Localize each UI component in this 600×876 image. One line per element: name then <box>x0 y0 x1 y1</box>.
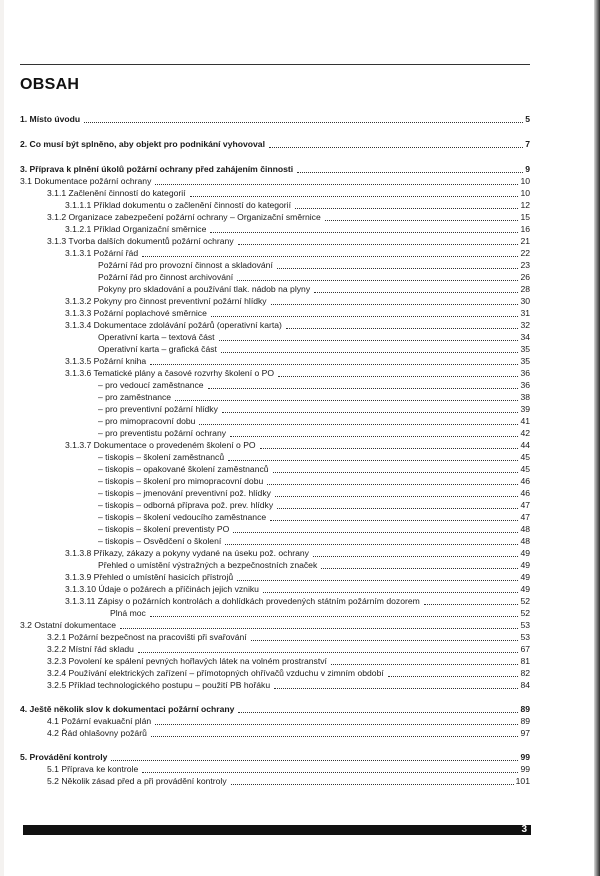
dot-leader <box>208 388 519 389</box>
dot-leader <box>314 292 518 293</box>
toc-entry-label: Plná moc <box>110 608 146 618</box>
toc-entry[interactable] <box>47 764 530 775</box>
toc-entry[interactable] <box>20 752 530 763</box>
toc-entry[interactable] <box>20 176 530 187</box>
toc-entry-page: 45 <box>520 464 530 474</box>
toc-entry[interactable] <box>47 236 530 247</box>
toc-entry-page: 15 <box>520 212 530 222</box>
toc-entry-page: 82 <box>520 668 530 678</box>
toc-entry-page: 9 <box>525 164 530 174</box>
dot-leader <box>120 628 518 629</box>
toc-entry-label: – tiskopis – opakované školení zaměstnanců <box>98 464 269 474</box>
toc-entry-label: 3.1 Dokumentace požární ochrany <box>20 176 152 186</box>
dot-leader <box>219 340 519 341</box>
toc-entry-page: 44 <box>520 440 530 450</box>
toc-entry-label: Operativní karta – textová část <box>98 332 215 342</box>
toc-entry[interactable] <box>98 464 530 475</box>
toc-entry-label: 3.1.3.3 Požární poplachové směrnice <box>65 308 207 318</box>
toc-entry-label: 3.2.3 Povolení ke spálení pevných hořlavých látek na volném prostranství <box>47 656 327 666</box>
dot-leader <box>275 496 519 497</box>
dot-leader <box>238 244 519 245</box>
dot-leader <box>295 208 518 209</box>
dot-leader <box>84 122 523 123</box>
toc-entry[interactable] <box>98 392 530 403</box>
toc-entry[interactable] <box>98 272 530 283</box>
toc-entry-page: 32 <box>520 320 530 330</box>
toc-entry[interactable] <box>20 620 530 631</box>
toc-entry-label: – pro preventistu požární ochrany <box>98 428 227 438</box>
toc-entry-label: 3.1.1.1 Příklad dokumentu o začlenění činností do kategorií <box>65 200 291 210</box>
toc-entry-page: 47 <box>520 500 530 510</box>
dot-leader <box>211 316 519 317</box>
toc-entry[interactable] <box>20 164 530 175</box>
dot-leader <box>199 424 518 425</box>
toc-entry-page: 39 <box>520 404 530 414</box>
dot-leader <box>388 676 519 677</box>
dot-leader <box>225 544 518 545</box>
toc-entry-page: 89 <box>520 716 530 726</box>
dot-leader <box>251 640 519 641</box>
toc-entry-page: 53 <box>520 632 530 642</box>
toc-entry-label: 4. Ještě několik slov k dokumentaci požární ochrany <box>20 704 235 714</box>
toc-entry-label: 3.1.3.2 Pokyny pro činnost preventivní požární hlídky <box>65 296 267 306</box>
dot-leader <box>273 472 519 473</box>
toc-entry-label: – pro mimopracovní dobu <box>98 416 196 426</box>
toc-entry-page: 12 <box>520 200 530 210</box>
dot-leader <box>142 256 518 257</box>
dot-leader <box>270 520 518 521</box>
toc-entry-page: 47 <box>520 512 530 522</box>
dot-leader <box>142 772 518 773</box>
dot-leader <box>228 460 518 461</box>
toc-entry-label: 3.1.3.11 Zápisy o požárních kontrolách a dohlídkách provedených státním požárním dozorem <box>65 596 420 606</box>
toc-entry[interactable] <box>98 536 530 547</box>
toc-entry-label: 3.1.3.10 Údaje o požárech a příčinách jejich vzniku <box>65 584 259 594</box>
toc-entry[interactable] <box>98 524 530 535</box>
dot-leader <box>260 448 519 449</box>
toc-entry[interactable] <box>65 248 530 259</box>
toc-entry[interactable] <box>98 560 530 571</box>
toc-entry-label: – tiskopis – školení vedoucího zaměstnance <box>98 512 267 522</box>
toc-entry-label: 5.1 Příprava ke kontrole <box>47 764 139 774</box>
toc-entry-label: 3.1.3.5 Požární kniha <box>65 356 147 366</box>
toc-entry-label: – tiskopis – odborná příprava pož. prev. hlídky <box>98 500 274 510</box>
dot-leader <box>297 172 523 173</box>
toc-entry-page: 48 <box>520 536 530 546</box>
dot-leader <box>233 532 518 533</box>
toc-entry[interactable] <box>47 656 530 667</box>
toc-entry-label: 3. Příprava k plnění úkolů požární ochrany před zahájením činnosti <box>20 164 294 174</box>
toc-entry-label: 3.1.3.7 Dokumentace o provedeném školení o PO <box>65 440 256 450</box>
page-number: 3 <box>521 824 527 835</box>
toc-entry-label: 3.2.2 Místní řád skladu <box>47 644 134 654</box>
toc-entry-page: 53 <box>520 620 530 630</box>
toc-entry-page: 35 <box>520 344 530 354</box>
toc-entry[interactable] <box>65 308 530 319</box>
dot-leader <box>111 760 518 761</box>
dot-leader <box>237 580 518 581</box>
toc-entry-page: 38 <box>520 392 530 402</box>
dot-leader <box>321 568 518 569</box>
toc-entry-label: 3.1.3.4 Dokumentace zdolávání požárů (operativní karta) <box>65 320 282 330</box>
toc-entry-label: 3.2.4 Používání elektrických zařízení – přímotopných ohřívačů vzduchu v zimním období <box>47 668 384 678</box>
toc-entry-page: 5 <box>525 114 530 124</box>
header-rule <box>20 64 530 65</box>
toc-entry[interactable] <box>47 680 530 691</box>
toc-entry-label: 4.2 Řád ohlašovny požárů <box>47 728 147 738</box>
dot-leader <box>331 664 519 665</box>
dot-leader <box>274 688 518 689</box>
dot-leader <box>151 736 519 737</box>
toc-entry-page: 49 <box>520 548 530 558</box>
page-edge-shadow <box>594 0 600 876</box>
toc-entry[interactable] <box>110 608 530 619</box>
toc-entry[interactable] <box>98 428 530 439</box>
toc-entry-page: 23 <box>520 260 530 270</box>
toc-entry-label: – pro zaměstnance <box>98 392 172 402</box>
dot-leader <box>210 232 518 233</box>
toc-entry-label: 3.1.3.9 Přehled o umístění hasicích přístrojů <box>65 572 234 582</box>
toc-entry-page: 101 <box>515 776 530 786</box>
toc-entry[interactable] <box>20 704 530 715</box>
dot-leader <box>150 616 519 617</box>
toc-entry-page: 48 <box>520 524 530 534</box>
toc-entry-label: – tiskopis – školení pro mimopracovní dobu <box>98 476 264 486</box>
toc-entry[interactable] <box>98 488 530 499</box>
dot-leader <box>175 400 518 401</box>
toc-entry[interactable] <box>65 572 530 583</box>
toc-entry-label: – tiskopis – Osvědčení o školení <box>98 536 222 546</box>
toc-entry[interactable] <box>65 320 530 331</box>
toc-entry-page: 52 <box>520 596 530 606</box>
toc-entry[interactable] <box>98 512 530 523</box>
toc-entry-label: 5. Provádění kontroly <box>20 752 108 762</box>
toc-entry-page: 46 <box>520 488 530 498</box>
toc-entry[interactable] <box>65 596 530 607</box>
toc-entry-page: 46 <box>520 476 530 486</box>
toc-entry[interactable] <box>65 368 530 379</box>
toc-entry[interactable] <box>98 452 530 463</box>
toc-entry[interactable] <box>47 632 530 643</box>
toc-entry[interactable] <box>47 716 530 727</box>
toc-entry-label: Přehled o umístění výstražných a bezpečnostních značek <box>98 560 318 570</box>
dot-leader <box>286 328 519 329</box>
toc-entry[interactable] <box>47 668 530 679</box>
dot-leader <box>155 724 518 725</box>
toc-entry-label: 3.1.3.8 Příkazy, zákazy a pokyny vydané na úseku pož. ochrany <box>65 548 309 558</box>
dot-leader <box>221 352 519 353</box>
toc-entry-page: 34 <box>520 332 530 342</box>
toc-entry-page: 42 <box>520 428 530 438</box>
dot-leader <box>271 304 519 305</box>
toc-entry[interactable] <box>47 728 530 739</box>
dot-leader <box>138 652 519 653</box>
toc-entry-page: 26 <box>520 272 530 282</box>
dot-leader <box>424 604 519 605</box>
dot-leader <box>222 412 519 413</box>
toc-entry[interactable] <box>20 139 530 150</box>
toc-entry-label: – tiskopis – jmenování preventivní pož. hlídky <box>98 488 271 498</box>
toc-entry-page: 36 <box>520 368 530 378</box>
toc-entry-label: 3.1.3.6 Tematické plány a časové rozvrhy školení o PO <box>65 368 275 378</box>
toc-entry-label: 3.1.2.1 Příklad Organizační směrnice <box>65 224 207 234</box>
toc-entry-label: 4.1 Požární evakuační plán <box>47 716 152 726</box>
dot-leader <box>190 196 519 197</box>
toc-entry-label: Pokyny pro skladování a používání tlak. nádob na plyny <box>98 284 311 294</box>
page-title: OBSAH <box>20 76 80 93</box>
toc-entry[interactable] <box>65 356 530 367</box>
dot-leader <box>238 712 518 713</box>
toc-entry[interactable] <box>65 548 530 559</box>
toc-entry[interactable] <box>65 224 530 235</box>
toc-entry-page: 49 <box>520 584 530 594</box>
toc-entry-label: Operativní karta – grafická část <box>98 344 217 354</box>
toc-entry[interactable] <box>47 776 530 787</box>
toc-entry[interactable] <box>65 584 530 595</box>
toc-entry-page: 52 <box>520 608 530 618</box>
toc-entry-label: 1. Místo úvodu <box>20 114 81 124</box>
toc-entry[interactable] <box>98 344 530 355</box>
toc-entry-label: 3.2.5 Příklad technologického postupu – použití PB hořáku <box>47 680 271 690</box>
toc-entry[interactable] <box>65 440 530 451</box>
toc-entry-label: – tiskopis – školení preventisty PO <box>98 524 230 534</box>
dot-leader <box>313 556 518 557</box>
dot-leader <box>263 592 518 593</box>
dot-leader <box>277 268 519 269</box>
dot-leader <box>269 147 523 148</box>
dot-leader <box>237 280 518 281</box>
toc-entry[interactable] <box>98 416 530 427</box>
toc-entry[interactable] <box>47 188 530 199</box>
dot-leader <box>231 784 514 785</box>
toc-entry-page: 67 <box>520 644 530 654</box>
toc-entry-label: 3.1.2 Organizace zabezpečení požární ochrany – Organizační směrnice <box>47 212 321 222</box>
toc-entry-label: 3.1.3.1 Požární řád <box>65 248 139 258</box>
toc-entry-page: 81 <box>520 656 530 666</box>
toc-entry-page: 30 <box>520 296 530 306</box>
toc-entry-page: 99 <box>520 764 530 774</box>
toc-entry-page: 97 <box>520 728 530 738</box>
toc-entry-page: 89 <box>520 704 530 714</box>
toc-entry-page: 31 <box>520 308 530 318</box>
toc-entry-page: 16 <box>520 224 530 234</box>
toc-entry-page: 28 <box>520 284 530 294</box>
toc-entry-page: 49 <box>520 572 530 582</box>
toc-entry[interactable] <box>98 332 530 343</box>
dot-leader <box>230 436 518 437</box>
toc-entry[interactable] <box>98 500 530 511</box>
toc-entry-label: 3.2 Ostatní dokumentace <box>20 620 117 630</box>
dot-leader <box>325 220 519 221</box>
toc-entry-page: 99 <box>520 752 530 762</box>
toc-entry[interactable] <box>47 212 530 223</box>
toc-entry-label: Požární řád pro činnost archivování <box>98 272 234 282</box>
toc-entry-label: 3.1.1 Začlenění činností do kategorií <box>47 188 186 198</box>
dot-leader <box>267 484 518 485</box>
toc-entry-label: – tiskopis – školení zaměstnanců <box>98 452 225 462</box>
toc-entry-page: 49 <box>520 560 530 570</box>
toc-entry-label: Požární řád pro provozní činnost a skladování <box>98 260 273 270</box>
toc-entry[interactable] <box>98 404 530 415</box>
dot-leader <box>277 508 518 509</box>
toc-entry[interactable] <box>98 476 530 487</box>
toc-entry-page: 45 <box>520 452 530 462</box>
toc-entry[interactable] <box>98 260 530 271</box>
toc-entry[interactable] <box>65 296 530 307</box>
toc-entry-page: 10 <box>520 188 530 198</box>
toc-entry-page: 21 <box>520 236 530 246</box>
toc-entry[interactable] <box>98 380 530 391</box>
toc-entry-page: 35 <box>520 356 530 366</box>
toc-entry-label: – pro vedoucí zaměstnance <box>98 380 204 390</box>
toc-entry-label: – pro preventivní požární hlídky <box>98 404 218 414</box>
toc-entry[interactable] <box>20 114 530 125</box>
toc-entry-label: 3.2.1 Požární bezpečnost na pracovišti při svařování <box>47 632 247 642</box>
toc-entry[interactable] <box>47 644 530 655</box>
toc-entry-page: 7 <box>525 139 530 149</box>
toc-entry[interactable] <box>98 284 530 295</box>
footer-bar <box>23 825 531 835</box>
toc-entry-page: 10 <box>520 176 530 186</box>
dot-leader <box>278 376 518 377</box>
toc-entry-label: 5.2 Několik zásad před a při provádění kontroly <box>47 776 227 786</box>
toc-entry-page: 36 <box>520 380 530 390</box>
toc-entry-label: 2. Co musí být splněno, aby objekt pro podnikání vyhovoval <box>20 139 265 149</box>
toc-entry-page: 84 <box>520 680 530 690</box>
dot-leader <box>155 184 518 185</box>
toc-entry-label: 3.1.3 Tvorba dalších dokumentů požární ochrany <box>47 236 234 246</box>
dot-leader <box>150 364 518 365</box>
toc-entry[interactable] <box>65 200 530 211</box>
toc-entry-page: 41 <box>520 416 530 426</box>
toc-entry-page: 22 <box>520 248 530 258</box>
